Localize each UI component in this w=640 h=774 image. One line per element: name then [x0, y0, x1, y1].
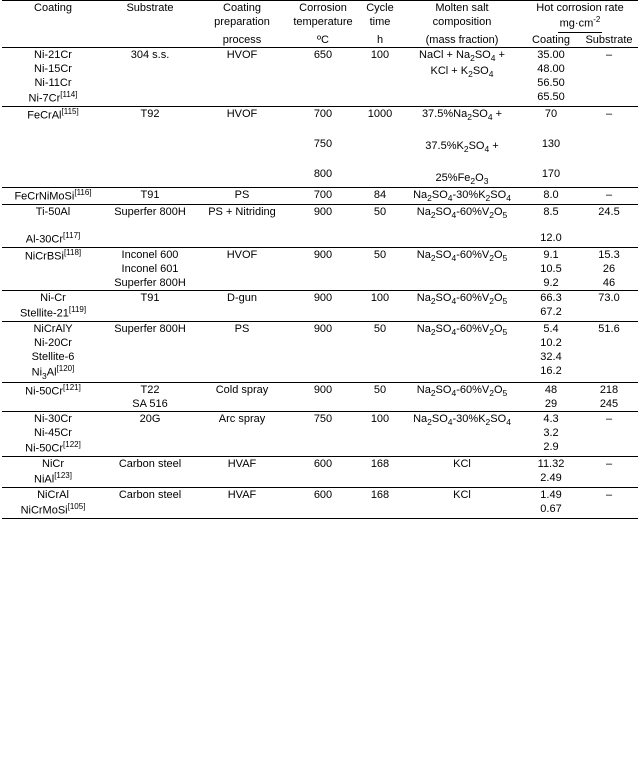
cell-process: D-gun — [196, 291, 288, 322]
cell-coating: Ti-50Al Al-30Cr[117] — [2, 205, 104, 248]
cell-rate-coating: 9.1 10.5 9.2 — [522, 247, 580, 290]
cell-substrate: Carbon steel — [104, 487, 196, 518]
cell-cycle: 50 — [358, 321, 402, 382]
hot-corrosion-table — [2, 0, 638, 519]
table-row — [2, 382, 638, 411]
cell-substrate: T92 — [104, 106, 196, 187]
table-header-row — [2, 1, 638, 16]
cell-cycle: 50 — [358, 382, 402, 411]
cell-salt: $Na_2SO_4-60\%V_2O_5$ — [402, 321, 522, 382]
table-row — [2, 247, 638, 290]
cell-salt: KCl — [402, 456, 522, 487]
cell-rate-coating: 4.3 3.2 2.9 — [522, 412, 580, 457]
cell-salt: KCl — [402, 487, 522, 518]
table-header-subrow-2 — [2, 33, 638, 48]
cell-rate-substrate: – — [580, 106, 638, 187]
cell-rate-coating: 8.0 — [522, 188, 580, 205]
cell-rate-coating: 66.3 67.2 — [522, 291, 580, 322]
cell-rate-substrate: – — [580, 487, 638, 518]
table-row — [2, 291, 638, 322]
cell-temperature: 900 — [288, 205, 358, 248]
table-row — [2, 487, 638, 518]
cell-coating: Ni-30Cr Ni-45Cr Ni-50Cr[122] — [2, 412, 104, 457]
cell-temperature: 900 — [288, 247, 358, 290]
cell-process: HVAF — [196, 487, 288, 518]
cell-substrate: 20G — [104, 412, 196, 457]
cell-temperature: 900 — [288, 321, 358, 382]
cell-salt: $Na_2SO_4-60\%V_2O_5$ — [402, 205, 522, 248]
cell-process: HVAF — [196, 456, 288, 487]
cell-coating: NiCr NiAl[123] — [2, 456, 104, 487]
cell-coating: Ni-50Cr[121] — [2, 382, 104, 411]
cell-rate-coating: 70 130 170 — [522, 106, 580, 187]
cell-cycle: 168 — [358, 487, 402, 518]
cell-cycle: 168 — [358, 456, 402, 487]
header-temperature-line2: temperature — [293, 16, 353, 29]
cell-substrate: Superfer 800H — [104, 205, 196, 248]
cell-temperature: 900 — [288, 291, 358, 322]
cell-rate-coating: 11.32 2.49 — [522, 456, 580, 487]
table-row — [2, 205, 638, 248]
cell-temperature: 750 — [288, 412, 358, 457]
table-row — [2, 321, 638, 382]
cell-rate-substrate: 15.3 26 46 — [580, 247, 638, 290]
cell-rate-coating: 1.49 0.67 — [522, 487, 580, 518]
header-temperature: Corrosion — [288, 1, 358, 16]
header-substrate-blank2 — [104, 33, 196, 48]
cell-process: Cold spray — [196, 382, 288, 411]
cell-rate-substrate: – — [580, 188, 638, 205]
table-row — [2, 412, 638, 457]
cell-cycle: 84 — [358, 188, 402, 205]
cell-rate-substrate: 73.0 — [580, 291, 638, 322]
header-process-line3: process — [196, 33, 288, 48]
cell-coating: Ni-Cr Stellite-21[119] — [2, 291, 104, 322]
header-rate-unit-exponent: -2 — [593, 15, 601, 25]
cell-salt: $Na_2SO_4-30\%K_2SO_4$ — [402, 412, 522, 457]
cell-cycle: 100 — [358, 47, 402, 106]
header-salt-line2: composition — [432, 16, 492, 29]
cell-rate-substrate: 218 245 — [580, 382, 638, 411]
cell-salt: $Na_2SO_4-60\%V_2O_5$ — [402, 247, 522, 290]
cell-process: HVOF — [196, 247, 288, 290]
cell-rate-coating: 48 29 — [522, 382, 580, 411]
cell-cycle: 1000 — [358, 106, 402, 187]
cell-rate-coating: 5.4 10.2 32.4 16.2 — [522, 321, 580, 382]
cell-cycle: 50 — [358, 205, 402, 248]
cell-substrate: T22 SA 516 — [104, 382, 196, 411]
cell-temperature: 600 — [288, 487, 358, 518]
header-process-line2: preparation — [214, 16, 270, 29]
cell-coating: FeCrNiMoSi[116] — [2, 188, 104, 205]
header-coating: Coating — [2, 1, 104, 16]
cell-coating: NiCrBSi[118] — [2, 247, 104, 290]
header-cycle: Cycle — [358, 1, 402, 16]
cell-rate-coating: 8.5 12.0 — [522, 205, 580, 248]
header-salt-line3: (mass fraction) — [402, 33, 522, 48]
cell-salt: $Na_2SO_4-30\%K_2SO_4$ — [402, 188, 522, 205]
table-row — [2, 188, 638, 205]
header-rate-unit-text: mg·cm — [559, 17, 594, 30]
cell-process: HVOF — [196, 47, 288, 106]
cell-salt: $37.5\%Na_2SO_4$ + $37.5\%K_2SO_4$ + $25\%Fe_2O_3$ — [402, 106, 522, 187]
cell-cycle: 100 — [358, 412, 402, 457]
cell-temperature: 600 — [288, 456, 358, 487]
cell-rate-substrate: – — [580, 412, 638, 457]
header-temperature-line3: ºC — [288, 33, 358, 48]
cell-coating: FeCrAl[115] — [2, 106, 104, 187]
header-coating-blank — [2, 15, 104, 33]
header-substrate: Substrate — [104, 1, 196, 16]
header-rate-units — [522, 15, 638, 33]
cell-coating: Ni-21Cr Ni-15Cr Ni-11Cr Ni-7Cr[114] — [2, 47, 104, 106]
cell-rate-substrate: 51.6 — [580, 321, 638, 382]
header-cycle-line3: h — [358, 33, 402, 48]
table-row — [2, 106, 638, 187]
cell-temperature: 650 — [288, 47, 358, 106]
cell-substrate: T91 — [104, 291, 196, 322]
header-rate-coating: Coating — [522, 33, 580, 48]
table-row — [2, 456, 638, 487]
cell-salt: NaCl + $Na_2SO_4$ + KCl + $K_2SO_4$ — [402, 47, 522, 106]
cell-coating: NiCrAlY Ni-20Cr Stellite-6 $Ni_3Al[120]$ — [2, 321, 104, 382]
header-cycle-line2: time — [369, 16, 391, 29]
header-rate-substrate: Substrate — [580, 33, 638, 48]
cell-rate-substrate: 24.5 — [580, 205, 638, 248]
cell-process: Arc spray — [196, 412, 288, 457]
cell-process: HVOF — [196, 106, 288, 187]
cell-substrate: 304 s.s. — [104, 47, 196, 106]
cell-temperature: 700 750 800 — [288, 106, 358, 187]
table-header-subrow-1 — [2, 15, 638, 33]
header-process: Coating — [196, 1, 288, 16]
cell-substrate: T91 — [104, 188, 196, 205]
header-rate: Hot corrosion rate — [522, 1, 638, 16]
cell-salt: $Na_2SO_4-60\%V_2O_5$ — [402, 291, 522, 322]
cell-process: PS — [196, 321, 288, 382]
header-substrate-blank — [104, 15, 196, 33]
header-coating-blank2 — [2, 33, 104, 48]
cell-substrate: Carbon steel — [104, 456, 196, 487]
cell-substrate: Superfer 800H — [104, 321, 196, 382]
cell-process: PS + Nitriding — [196, 205, 288, 248]
cell-rate-coating: 35.00 48.00 56.50 65.50 — [522, 47, 580, 106]
header-salt: Molten salt — [402, 1, 522, 16]
cell-cycle: 50 — [358, 247, 402, 290]
cell-temperature: 700 — [288, 188, 358, 205]
cell-salt: $Na_2SO_4-60\%V_2O_5$ — [402, 382, 522, 411]
cell-coating: NiCrAl NiCrMoSi[105] — [2, 487, 104, 518]
cell-temperature: 900 — [288, 382, 358, 411]
table-row — [2, 47, 638, 106]
cell-rate-substrate: – — [580, 47, 638, 106]
cell-substrate: Inconel 600 Inconel 601 Superfer 800H — [104, 247, 196, 290]
cell-rate-substrate: – — [580, 456, 638, 487]
cell-cycle: 100 — [358, 291, 402, 322]
cell-process: PS — [196, 188, 288, 205]
